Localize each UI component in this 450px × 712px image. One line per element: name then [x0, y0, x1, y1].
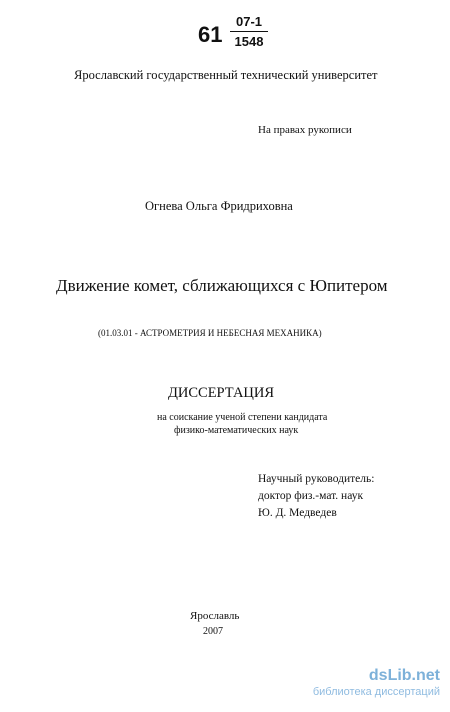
- supervisor-name: Ю. Д. Медведев: [258, 507, 337, 519]
- manuscript-rights-note: На правах рукописи: [258, 124, 352, 136]
- watermark-subtitle: библиотека диссертаций: [312, 686, 440, 698]
- university-name: Ярославский государственный технический университет: [74, 68, 378, 82]
- catalog-code-fraction: [230, 14, 268, 49]
- author-name: Огнева Ольга Фридриховна: [145, 199, 293, 213]
- catalog-code-number: 61: [198, 22, 223, 47]
- watermark[interactable]: [313, 666, 440, 699]
- catalog-code-bottom: 1548: [234, 34, 264, 49]
- degree-line-2: физико-математических наук: [174, 425, 299, 436]
- specialty-code: (01.03.01 - АСТРОМЕТРИЯ И НЕБЕСНАЯ МЕХАНИКА): [98, 328, 322, 338]
- document-type: ДИССЕРТАЦИЯ: [168, 385, 275, 401]
- city: Ярославль: [190, 610, 240, 622]
- year: 2007: [203, 626, 223, 634]
- dissertation-title: Движение комет, сближающихся с Юпитером: [56, 276, 388, 295]
- degree-line-1: на соискание ученой степени кандидата: [157, 412, 328, 423]
- fraction-line: [230, 31, 268, 32]
- supervisor-degree: доктор физ.-мат. наук: [258, 490, 364, 502]
- watermark-logo[interactable]: dsLib.net: [368, 667, 440, 684]
- supervisor-label: Научный руководитель:: [258, 473, 375, 485]
- catalog-code-top: 07-1: [235, 14, 263, 29]
